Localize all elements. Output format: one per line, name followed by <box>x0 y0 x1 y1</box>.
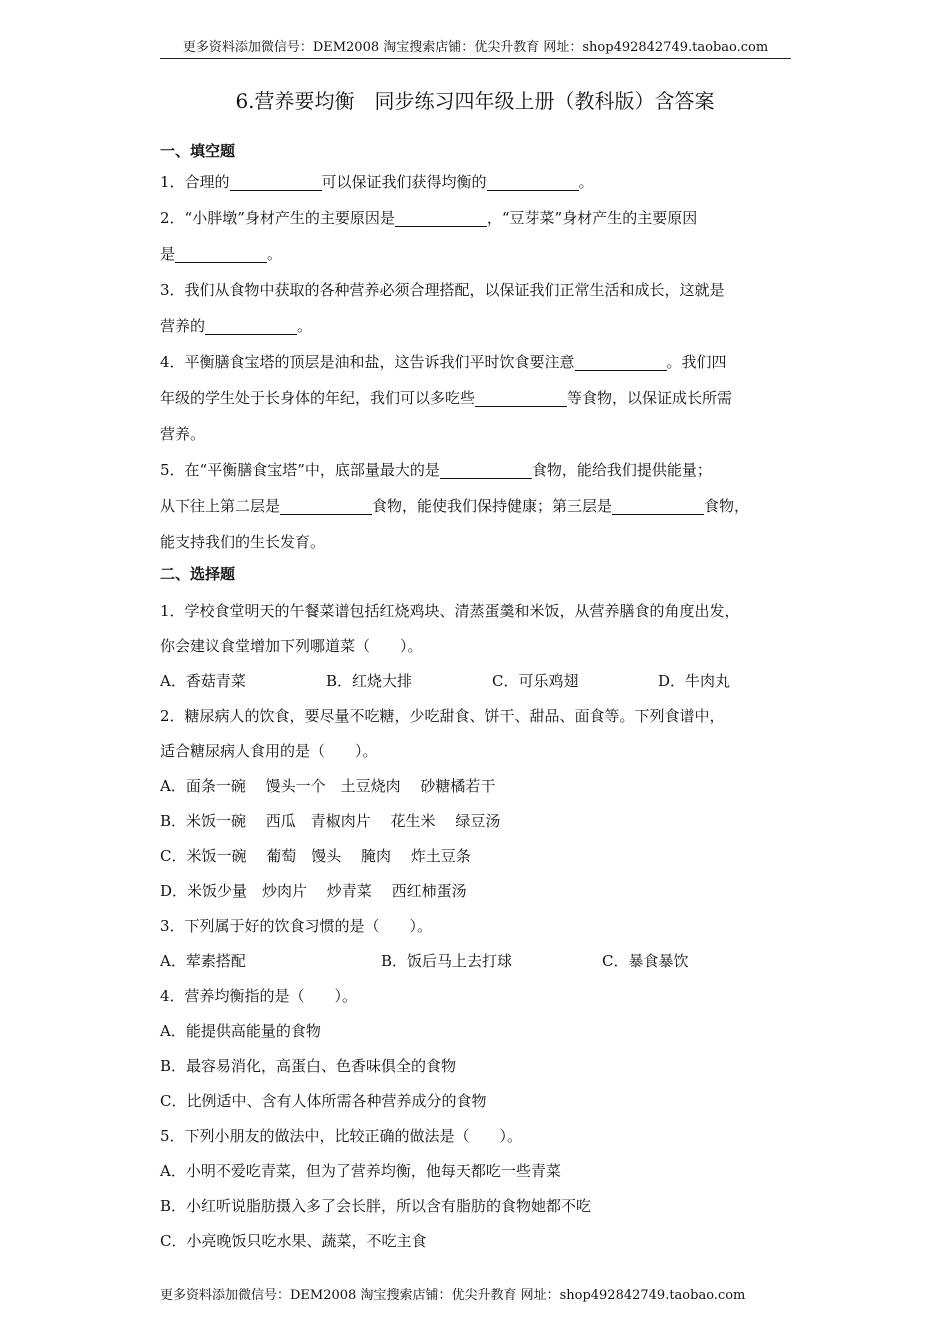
option-d[interactable]: D．牛肉丸 <box>658 672 731 690</box>
question-fill-2-cont <box>160 236 800 272</box>
question-choice-1-cont: 你会建议食堂增加下列哪道菜（ ）。 <box>160 637 423 655</box>
question-fill-3-cont <box>160 308 800 344</box>
answer-blank[interactable] <box>440 460 532 479</box>
question-choice-1: 1．学校食堂明天的午餐菜谱包括红烧鸡块、清蒸蛋羹和米饭，从营养膳食的角度出发， <box>160 602 740 620</box>
question-choice-2: 2．糖尿病人的饮食，要尽量不吃糖，少吃甜食、饼干、甜品、面食等。下列食谱中， <box>160 707 725 725</box>
document-title: 6.营养要均衡 同步练习四年级上册（教科版）含答案 <box>235 89 715 113</box>
option-a[interactable]: A．面条一碗 馒头一个 土豆烧肉 砂糖橘若干 <box>160 777 496 795</box>
question-text: 可以保证我们获得均衡的 <box>321 173 487 191</box>
question-text: 是 <box>160 245 176 263</box>
question-text: ，“豆芽菜”身材产生的主要原因 <box>486 209 698 227</box>
answer-blank[interactable] <box>205 316 297 335</box>
question-fill-1 <box>160 164 800 200</box>
question-choice-2-cont: 适合糖尿病人食用的是（ ）。 <box>160 742 378 760</box>
question-choice-4: 4．营养均衡指的是（ ）。 <box>160 987 358 1005</box>
question-fill-4 <box>160 344 800 380</box>
option-b[interactable]: B．小红听说脂肪摄入多了会长胖，所以含有脂肪的食物她都不吃 <box>160 1197 592 1215</box>
option-d[interactable]: D．米饭少量 炒肉片 炒青菜 西红柿蛋汤 <box>160 882 467 900</box>
question-text: 4．平衡膳食宝塔的顶层是油和盐，这告诉我们平时饮食要注意 <box>160 353 575 371</box>
answer-blank[interactable] <box>280 496 372 515</box>
choice-1-options <box>160 664 800 699</box>
answer-blank[interactable] <box>175 244 267 263</box>
question-choice-5: 5．下列小朋友的做法中，比较正确的做法是（ ）。 <box>160 1127 523 1145</box>
answer-blank[interactable] <box>612 496 704 515</box>
question-fill-3: 3．我们从食物中获取的各种营养必须合理搭配，以保证我们正常生活和成长，这就是 <box>160 281 725 299</box>
option-a[interactable]: A．小明不爱吃青菜，但为了营养均衡，他每天都吃一些青菜 <box>160 1162 561 1180</box>
question-text: 食物，能给我们提供能量； <box>531 461 712 479</box>
section-fill-in-heading: 一、填空题 <box>160 142 236 160</box>
section-choice-heading: 二、选择题 <box>160 565 236 583</box>
question-fill-2 <box>160 200 800 236</box>
option-c[interactable]: C．可乐鸡翅 <box>492 672 579 690</box>
question-text: 2．“小胖墩”身材产生的主要原因是 <box>160 209 395 227</box>
question-text: 1．合理的 <box>160 173 230 191</box>
question-text: 5．在“平衡膳食宝塔”中，底部量最大的是 <box>160 461 440 479</box>
option-b[interactable]: B．饭后马上去打球 <box>381 952 513 970</box>
question-text: 营养的 <box>160 317 206 335</box>
option-c[interactable]: C．比例适中、含有人体所需各种营养成分的食物 <box>160 1092 487 1110</box>
choice-3-options <box>160 944 800 979</box>
question-text: 食物，能使我们保持健康；第三层是 <box>372 497 613 515</box>
option-c[interactable]: C．暴食暴饮 <box>602 952 689 970</box>
question-text: 食物， <box>704 497 750 515</box>
question-text: 。 <box>578 173 594 191</box>
question-text: 。我们四 <box>666 353 727 371</box>
answer-blank[interactable] <box>395 208 487 227</box>
option-a[interactable]: A．荤素搭配 <box>160 952 246 970</box>
option-b[interactable]: B．米饭一碗 西瓜 青椒肉片 花生米 绿豆汤 <box>160 812 501 830</box>
question-choice-3: 3．下列属于好的饮食习惯的是（ ）。 <box>160 917 433 935</box>
answer-blank[interactable] <box>575 352 667 371</box>
question-fill-4-end: 营养。 <box>160 425 206 443</box>
page-footer: 更多资料添加微信号：DEM2008 淘宝搜索店铺：优尖升教育 网址：shop492842749.taobao.com <box>160 1288 746 1303</box>
document-body <box>160 138 800 1259</box>
question-fill-5-cont <box>160 488 800 524</box>
page-header: 更多资料添加微信号：DEM2008 淘宝搜索店铺：优尖升教育 网址：shop492842749.taobao.com <box>160 39 791 59</box>
option-b[interactable]: B．红烧大排 <box>326 672 413 690</box>
option-c[interactable]: C．米饭一碗 葡萄 馒头 腌肉 炸土豆条 <box>160 847 471 865</box>
answer-blank[interactable] <box>475 388 567 407</box>
question-text: 等食物，以保证成长所需 <box>567 389 733 407</box>
question-text: 。 <box>267 245 283 263</box>
question-text: 从下往上第二层是 <box>160 497 281 515</box>
option-a[interactable]: A．香菇青菜 <box>160 672 246 690</box>
question-fill-4-cont <box>160 380 800 416</box>
option-b[interactable]: B．最容易消化，高蛋白、色香味俱全的食物 <box>160 1057 457 1075</box>
answer-blank[interactable] <box>487 172 579 191</box>
question-fill-5 <box>160 452 800 488</box>
answer-blank[interactable] <box>230 172 322 191</box>
question-fill-5-end: 能支持我们的生长发育。 <box>160 533 326 551</box>
option-c[interactable]: C．小亮晚饭只吃水果、蔬菜，不吃主食 <box>160 1232 427 1250</box>
question-text: 年级的学生处于长身体的年纪，我们可以多吃些 <box>160 389 476 407</box>
question-text: 。 <box>297 317 313 335</box>
option-a[interactable]: A．能提供高能量的食物 <box>160 1022 321 1040</box>
